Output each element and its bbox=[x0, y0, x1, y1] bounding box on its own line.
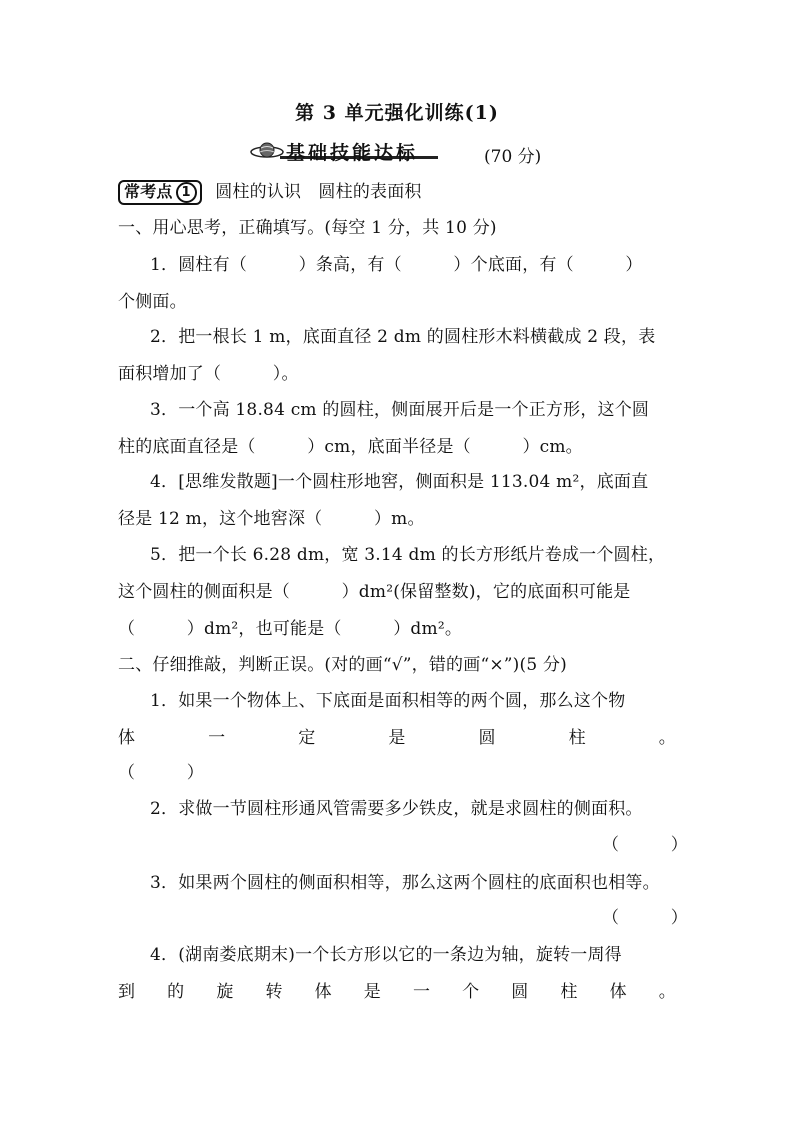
s2-q3-line1: 3．如果两个圆柱的侧面积相等，那么这两个圆柱的底面积也相等。 bbox=[150, 873, 660, 893]
s1-q2-line2: 面积增加了（ ）。 bbox=[118, 364, 299, 384]
spread-char: 定 bbox=[298, 728, 316, 748]
spread-char: 个 bbox=[462, 982, 480, 1002]
spread-char: 一 bbox=[208, 728, 226, 748]
spread-char: 柱 bbox=[560, 982, 578, 1002]
banner-score: (70 分) bbox=[484, 147, 542, 167]
spread-char: 圆 bbox=[511, 982, 529, 1002]
s2-q2-line1: 2．求做一节圆柱形通风管需要多少铁皮，就是求圆柱的侧面积。 bbox=[150, 799, 643, 819]
spread-char: 的 bbox=[167, 982, 185, 1002]
s1-q1-line1: 1．圆柱有（ ）条高，有（ ）个底面，有（ ） bbox=[150, 255, 643, 275]
spread-char: 一 bbox=[412, 982, 431, 1002]
topic-line bbox=[118, 180, 422, 205]
spread-char: 是 bbox=[388, 728, 406, 748]
section1-heading: 一、用心思考，正确填写。(每空 1 分，共 10 分) bbox=[118, 218, 497, 238]
s1-q5-line3: （ ）dm²，也可能是（ ）dm²。 bbox=[118, 619, 463, 639]
spread-char: 是 bbox=[363, 982, 381, 1002]
s1-q4-line1: 4．[思维发散题]一个圆柱形地窖，侧面积是 113.04 m²，底面直 bbox=[150, 472, 649, 492]
s1-q5-line1: 5．把一个长 6.28 dm，宽 3.14 dm 的长方形纸片卷成一个圆柱， bbox=[150, 545, 666, 565]
s2-q1-line1: 1．如果一个物体上、下底面是面积相等的两个圆，那么这个物 bbox=[150, 691, 626, 711]
s1-q1-line2: 个侧面。 bbox=[118, 292, 187, 312]
s1-q2-line1: 2．把一根长 1 m，底面直径 2 dm 的圆柱形木料横截成 2 段，表 bbox=[150, 327, 656, 347]
topic-badge bbox=[118, 180, 202, 205]
s1-q5-line2: 这个圆柱的侧面积是（ ）dm²(保留整数)，它的底面积可能是 bbox=[118, 582, 631, 602]
section2-heading: 二、仔细推敲，判断正误。(对的画“√”，错的画“×”)(5 分) bbox=[118, 655, 567, 675]
section-banner bbox=[250, 138, 550, 166]
spread-char: 体 bbox=[314, 982, 332, 1002]
spread-char: 转 bbox=[265, 982, 283, 1002]
badge-label: 常考点 bbox=[124, 182, 173, 201]
planet-icon bbox=[250, 140, 284, 162]
s2-q1-line2 bbox=[118, 726, 676, 750]
s2-q1-answer-paren: （ ） bbox=[118, 763, 204, 783]
s2-q3-answer-paren: （ ） bbox=[602, 908, 688, 928]
topic-text: 圆柱的认识 圆柱的表面积 bbox=[215, 182, 422, 202]
page-title: 第 3 单元强化训练(1) bbox=[295, 102, 499, 124]
spread-char: 到 bbox=[118, 982, 136, 1002]
badge-number: 1 bbox=[176, 182, 197, 203]
spread-char: 。 bbox=[658, 728, 676, 748]
banner-text: 基础技能达标 bbox=[286, 142, 419, 164]
s2-q4-line1: 4．(湖南娄底期末)一个长方形以它的一条边为轴，旋转一周得 bbox=[150, 945, 622, 965]
spread-char: 圆 bbox=[478, 728, 496, 748]
spread-char: 柱 bbox=[568, 728, 586, 748]
s1-q4-line2: 径是 12 m，这个地窖深（ ）m。 bbox=[118, 509, 425, 529]
spread-char: 体 bbox=[609, 982, 627, 1002]
s1-q3-line2: 柱的底面直径是（ ）cm，底面半径是（ ）cm。 bbox=[118, 437, 583, 457]
s2-q2-answer-paren: （ ） bbox=[602, 835, 688, 855]
spread-char: 。 bbox=[658, 982, 676, 1002]
spread-char: 体 bbox=[118, 728, 136, 748]
s2-q4-line2 bbox=[118, 980, 676, 1004]
spread-char: 旋 bbox=[216, 982, 234, 1002]
s1-q3-line1: 3．一个高 18.84 cm 的圆柱，侧面展开后是一个正方形，这个圆 bbox=[150, 400, 650, 420]
